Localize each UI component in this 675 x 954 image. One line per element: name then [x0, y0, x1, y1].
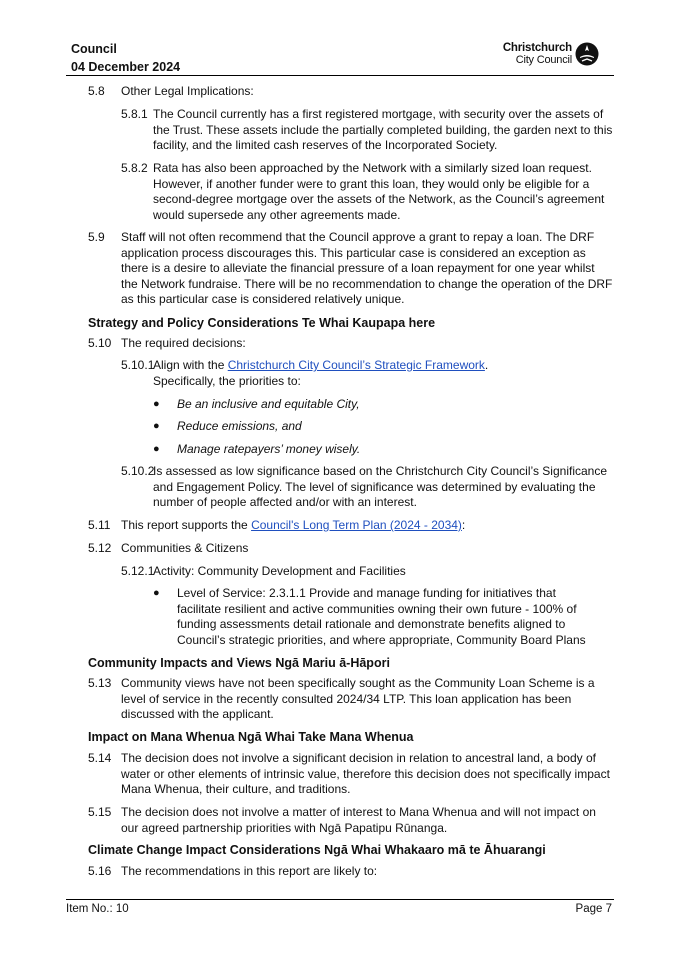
- section-number: 5.16: [88, 864, 112, 878]
- section-text: This report supports the: [121, 518, 252, 532]
- section-text: Is assessed as low significance based on the Christchurch City Council’s Significance and Engagement Policy. The level of significance was determined by evaluating the number of people affected and/or with an interest.: [153, 464, 608, 509]
- section-number: 5.13: [88, 676, 112, 690]
- footer-rule: [66, 899, 614, 900]
- priority-item: Manage ratepayers’ money wisely.: [177, 442, 361, 456]
- section-text: The decision does not involve a matter of interest to Mana Whenua and will not impact on our agreed partnership priorities with Ngā Papatipu Rūnanga.: [121, 805, 596, 835]
- section-text: Align with the: [153, 358, 228, 372]
- section-text: Communities & Citizens: [121, 541, 249, 555]
- section-number: 5.12.1: [121, 564, 155, 578]
- section-text: Specifically, the priorities to:: [153, 374, 301, 388]
- header-date: 04 December 2024: [71, 60, 181, 74]
- strategic-framework-link[interactable]: Christchurch City Council’s Strategic Framework: [227, 358, 485, 372]
- logo-line2: City Council: [515, 54, 572, 66]
- section-number: 5.9: [88, 230, 105, 244]
- section-text: Other Legal Implications:: [121, 84, 254, 98]
- section-heading: Climate Change Impact Considerations Ngā Whai Whakaaro mā te Āhuarangi: [88, 843, 546, 857]
- bullet-icon: ●: [153, 420, 160, 432]
- page-header: [71, 40, 180, 76]
- section-text: The Council currently has a first registered mortgage, with security over the assets of the Trust. These assets include the partially completed building, the garden next to this facility, and the limited cash reserves of the Incorporated Society.: [153, 107, 613, 152]
- section-heading: Impact on Mana Whenua Ngā Whai Take Mana Whenua: [88, 730, 414, 744]
- priority-item: Be an inclusive and equitable City,: [177, 397, 360, 411]
- section-heading: Community Impacts and Views Ngā Mariu ā-Hāpori: [88, 656, 390, 670]
- council-emblem-icon: [575, 42, 599, 66]
- section-text: Rata has also been approached by the Network with a similarly sized loan request. However, if another funder were to grant this loan, they would only be eligible for a second-degree mortgage over the assets of the Network, as the Council’s agreement would supersede any other agreements made.: [153, 161, 605, 222]
- section-text: Community views have not been specifically sought as the Community Loan Scheme is a level of service in the recently consulted 2024/34 LTP. This loan application has been discussed with the applicant.: [121, 676, 595, 721]
- section-text: The decision does not involve a significant decision in relation to ancestral land, a body of water or other elements of intrinsic value, therefore this decision does not specifically impact Mana Whenua, their culture, and traditions.: [121, 751, 610, 796]
- section-number: 5.10.2: [121, 464, 155, 478]
- section-number: 5.8: [88, 84, 105, 98]
- section-number: 5.10: [88, 336, 112, 350]
- section-text: The required decisions:: [121, 336, 246, 350]
- section-text: The recommendations in this report are likely to:: [121, 864, 378, 878]
- council-logo: [498, 42, 600, 66]
- section-number: 5.8.2: [121, 161, 148, 175]
- section-text: Staff will not often recommend that the Council approve a grant to repay a loan. The DRF application process discourages this. This particular case is considered an exception as there is a desire to alleviate the financial pressure of a loan repayment for one year whilst the Network fundraise. There will be no recommendation to change the operation of the DRF as this particular case is considered relatively unique.: [121, 230, 613, 306]
- section-heading: Strategy and Policy Considerations Te Whai Kaupapa here: [88, 316, 436, 330]
- level-of-service: Level of Service: 2.3.1.1 Provide and manage funding for initiatives that facilitate resilient and active communities owning their own future - 100% of funding assessments detail rationale and demonstrate benefits aligned to Council’s strategic priorities, and where appropriate, Community Board Plans: [177, 586, 586, 647]
- bullet-icon: ●: [153, 587, 160, 599]
- long-term-plan-link[interactable]: Council's Long Term Plan (2024 - 2034): [251, 518, 462, 532]
- section-number: 5.8.1: [121, 107, 148, 121]
- priority-item: Reduce emissions, and: [177, 419, 302, 433]
- logo-line1: Christchurch: [502, 42, 572, 54]
- section-number: 5.12: [88, 541, 112, 555]
- section-number: 5.15: [88, 805, 112, 819]
- footer-item-number: Item No.: 10: [66, 903, 129, 915]
- bullet-icon: ●: [153, 443, 160, 455]
- bullet-icon: ●: [153, 398, 160, 410]
- section-number: 5.14: [88, 751, 112, 765]
- section-text: Activity: Community Development and Facilities: [153, 564, 406, 578]
- header-rule: [66, 75, 614, 76]
- header-org: Council: [71, 42, 117, 56]
- section-number: 5.11: [88, 518, 111, 532]
- section-number: 5.10.1: [121, 358, 155, 372]
- footer-page-number: Page 7: [575, 903, 612, 915]
